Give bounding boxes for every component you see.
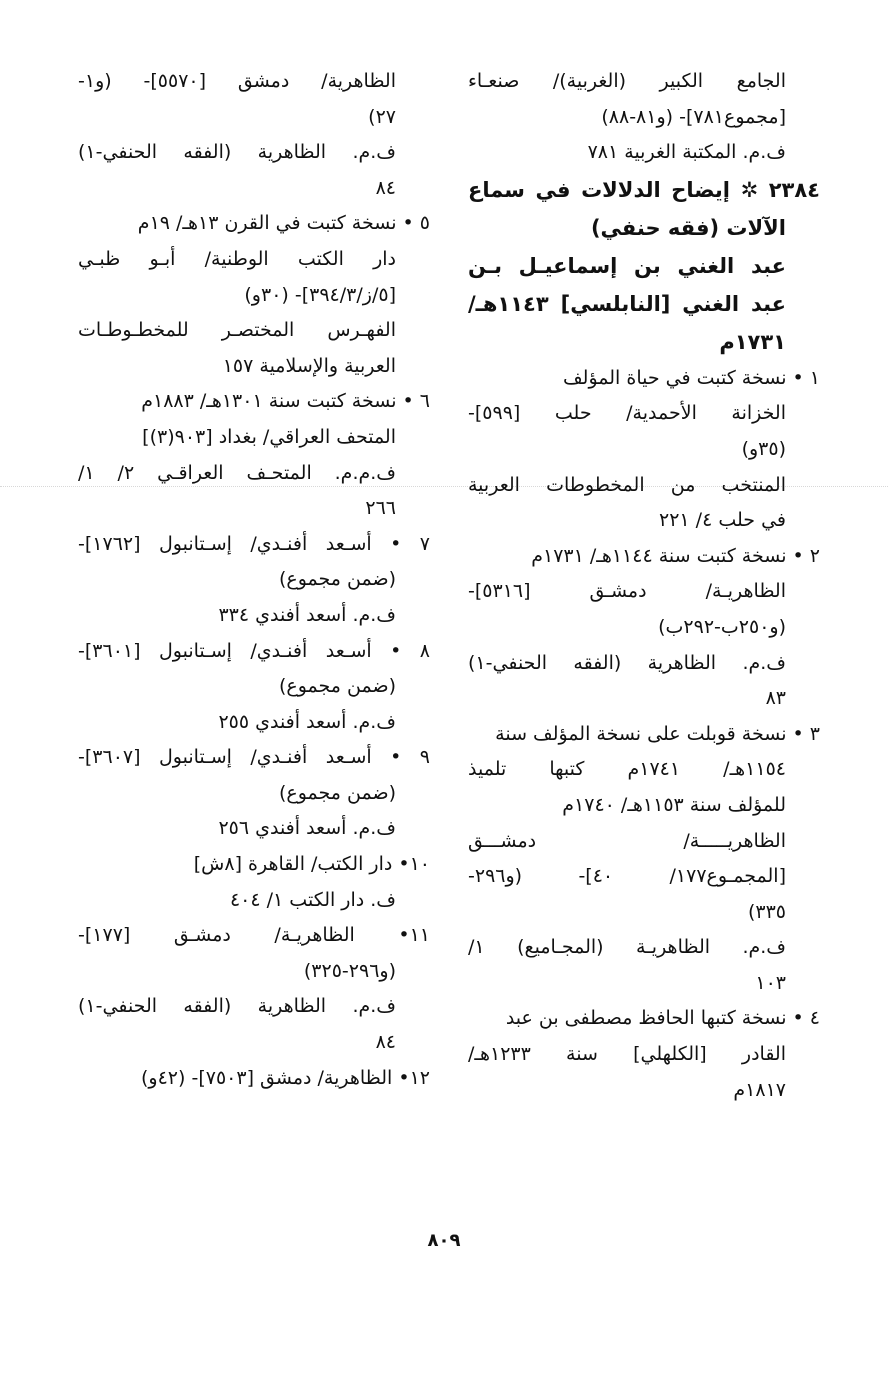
text-line: (٣٥و)	[741, 437, 786, 460]
text-line: ف.م. أسعد أفندي ٣٣٤	[218, 603, 396, 626]
text-line: ٧ • أسـعد أفنـدي/ إسـتانبول [١٧٦٢]-	[78, 532, 430, 555]
text-line: [مجموع٧٨١]- (و٨١-٨٨)	[601, 105, 786, 128]
text-line: ٢٣٨٤ ✲ إيضاح الدلالات في سماع	[468, 177, 820, 202]
left-column	[78, 64, 430, 1096]
text-line: (و٢٥٠ب-٢٩٢ب)	[658, 615, 786, 638]
text-line: المنتخب من المخطوطات العربية	[468, 473, 786, 496]
text-line: ٢٦٦	[365, 497, 396, 520]
text-line: الفهـرس المختصـر للمخطـوطـات	[78, 319, 396, 342]
text-line: ٢٧)	[368, 105, 396, 128]
text-line: ١٧٣١م	[719, 329, 786, 354]
text-line: ٣٣٥)	[747, 900, 786, 923]
text-line: ١٠• دار الكتب/ القاهرة [٨ش]	[193, 853, 430, 876]
text-line: ١١• الظاهريـة/ دمشـق [١٧٧]-	[78, 924, 430, 947]
text-line: في حلب ٤/ ٢٢١	[659, 509, 786, 532]
text-line: [٥/ز/٣٩٤/٣]- (٣٠و)	[244, 283, 396, 306]
text-line: عبد الغني بن إسماعيـل بـن	[468, 253, 786, 278]
text-line: ١ • نسخة كتبت في حياة المؤلف	[563, 366, 820, 389]
text-line: ١٠٣	[755, 971, 786, 994]
text-line: ١١٥٤هـ/ ١٧٤١م كتبها تلميذ	[468, 758, 786, 781]
text-line: [المجمـوع١٧٧/ ٤٠]- (و٢٩٦-	[468, 865, 786, 888]
text-line: العربية والإسلامية ١٥٧	[222, 354, 396, 377]
text-line: الآلات (فقه حنفي)	[590, 215, 786, 240]
text-line: الظاهرية/ دمشق [٥٥٧٠]- (و١-	[78, 70, 396, 92]
text-line: ٨ • أسـعد أفنـدي/ إسـتانبول [٣٦٠١]-	[78, 639, 430, 662]
text-line: (ضمن مجموع)	[278, 781, 396, 804]
text-line: ف.م. أسعد أفندي ٢٥٦	[218, 817, 396, 840]
text-line: ٣ • نسخة قوبلت على نسخة المؤلف سنة	[495, 722, 820, 745]
text-line: ف.م. الظاهرية (الفقه الحنفي-١)	[468, 651, 786, 674]
text-line: ٦ • نسخة كتبت سنة ١٣٠١هـ/ ١٨٨٣م	[141, 390, 430, 413]
text-line: ١٨١٧م	[733, 1078, 786, 1101]
text-line: ١٢• الظاهرية/ دمشق [٧٥٠٣]- (٤٢و)	[141, 1066, 430, 1089]
text-line: ٤ • نسخة كتبها الحافظ مصطفى بن عبد	[505, 1007, 820, 1030]
text-line: ف.م. الظاهرية (الفقه الحنفي-١)	[78, 995, 396, 1018]
right-column	[468, 64, 820, 1108]
text-line: ٨٤	[375, 1031, 396, 1054]
page-number: ٨٠٩	[427, 1230, 461, 1251]
text-line: للمؤلف سنة ١١٥٣هـ/ ١٧٤٠م	[562, 793, 786, 816]
text-line: ف.م. المكتبة الغربية ٧٨١	[587, 141, 786, 164]
text-line: دار الكتب الوطنية/ أبـو ظبـي	[78, 247, 396, 270]
text-line: المتحف العراقي/ بغداد [٩٠٣(٣)]	[142, 425, 396, 448]
text-line: (ضمن مجموع)	[278, 675, 396, 698]
text-line: ٩ • أسـعد أفنـدي/ إسـتانبول [٣٦٠٧]-	[78, 746, 430, 769]
text-line: الظاهريـة/ دمشـق [٥٣١٦]-	[468, 580, 786, 603]
text-line: الظاهريـــــة/ دمشـــق	[468, 829, 786, 852]
text-line: الجامع الكبير (الغربية)/ صنعـاء	[468, 70, 786, 92]
text-line: ف.م. الظاهرية (الفقه الحنفي-١)	[78, 141, 396, 164]
text-line: ٢ • نسخة كتبت سنة ١١٤٤هـ/ ١٧٣١م	[531, 544, 820, 567]
text-line: ٨٤	[375, 176, 396, 199]
text-line: عبد الغني [النابلسي] ١١٤٣هـ/	[468, 291, 786, 316]
text-line: ٥ • نسخة كتبت في القرن ١٣هـ/ ١٩م	[137, 212, 430, 235]
text-line: ف.م.م. المتحـف العراقـي ٢/ ١/	[78, 461, 396, 484]
text-line: ٨٣	[765, 687, 786, 710]
text-line: (و٢٩٦-٣٢٥)	[303, 959, 396, 982]
text-line: ف.م. أسعد أفندي ٢٥٥	[218, 710, 396, 733]
text-line: ف. دار الكتب ١/ ٤٠٤	[229, 888, 396, 911]
text-line: ف.م. الظاهريـة (المجـاميع) ١/	[468, 936, 786, 959]
text-line: الخزانة الأحمدية/ حلب [٥٩٩]-	[468, 402, 786, 425]
text-line: القادر [الكلهلي] سنة ١٢٣٣هـ/	[468, 1043, 786, 1066]
text-line: (ضمن مجموع)	[278, 568, 396, 591]
